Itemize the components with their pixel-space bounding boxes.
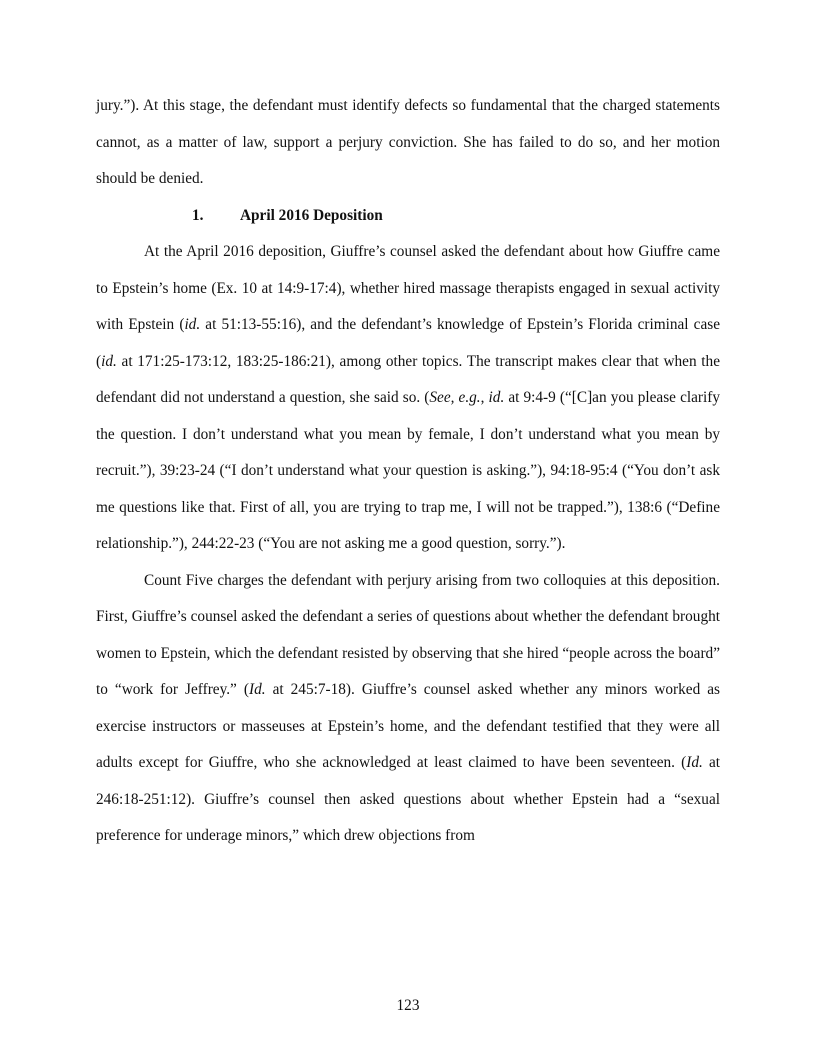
section-heading	[96, 198, 720, 235]
text-run: at 51:13-55:16), and the defendant’s knowledge of Epstein’s Florida criminal case (	[96, 316, 721, 370]
text-run: ,	[480, 389, 489, 406]
paragraph-count-five	[96, 563, 720, 855]
citation-signal: id.	[101, 352, 117, 370]
citation-signal: id.	[184, 316, 201, 333]
citation-signal: Id.	[686, 754, 703, 771]
section-title: April 2016 Deposition	[240, 206, 383, 224]
citation-signal: See, e.g.	[429, 389, 481, 406]
page-number: 123	[396, 997, 420, 1014]
citation-signal: id.	[488, 389, 505, 406]
text-run: at 246:18-251:12). Giuffre’s counsel then asked questions about whether Epstein had a “sexual preference for underage minors,” which drew objections from	[96, 754, 720, 844]
citation-signal: Id.	[248, 681, 266, 698]
text-run: at 171:25-173:12, 183:25-186:21), among other topics. The transcript makes clear that when the defendant did not understand a question, she said so. (	[96, 352, 720, 406]
text-run: at 9:4-9 (“[C]an you please clarify the question. I don’t understand what you mean by female, I don’t understand what you mean by recruit.”), 39:23-24 (“I don’t understand what your question is asking.”), 94:18-95:4 (“You don’t ask me questions like that. First of all, you are trying to trap me, I will not be trapped.”), 138:6 (“Define relationship.”), 244:22-23 (“You are not asking me a good question, sorry.”).	[96, 389, 720, 552]
text-run: at 245:7-18). Giuffre’s counsel asked whether any minors worked as exercise instructors or masseuses at Epstein’s home, and the defendant testified that they were all adults except for Giuffre, who she acknowledged at least claimed to have been seventeen. (	[96, 681, 720, 771]
text-run: jury.”). At this stage, the defendant must identify defects so fundamental that the charged statements cannot, as a matter of law, support a perjury conviction. She has failed to do so, and her motion should be denied.	[96, 97, 720, 187]
section-number: 1.	[192, 206, 204, 224]
text-run: At the April 2016 deposition, Giuffre’s counsel asked the defendant about how Giuffre came to Epstein’s home (Ex. 10 at 14:9-17:4), whether hired massage therapists engaged in sexual activity with Epstein (	[96, 243, 720, 333]
paragraph-opening	[96, 88, 720, 198]
document-body	[96, 88, 720, 855]
paragraph-deposition-summary	[96, 234, 720, 563]
text-run: Count Five charges the defendant with perjury arising from two colloquies at this deposition. First, Giuffre’s counsel asked the defendant a series of questions about whether the defendant brought women to Epstein, which the defendant resisted by observing that she hired “people across the board” to “work for Jeffrey.” (	[96, 571, 720, 698]
